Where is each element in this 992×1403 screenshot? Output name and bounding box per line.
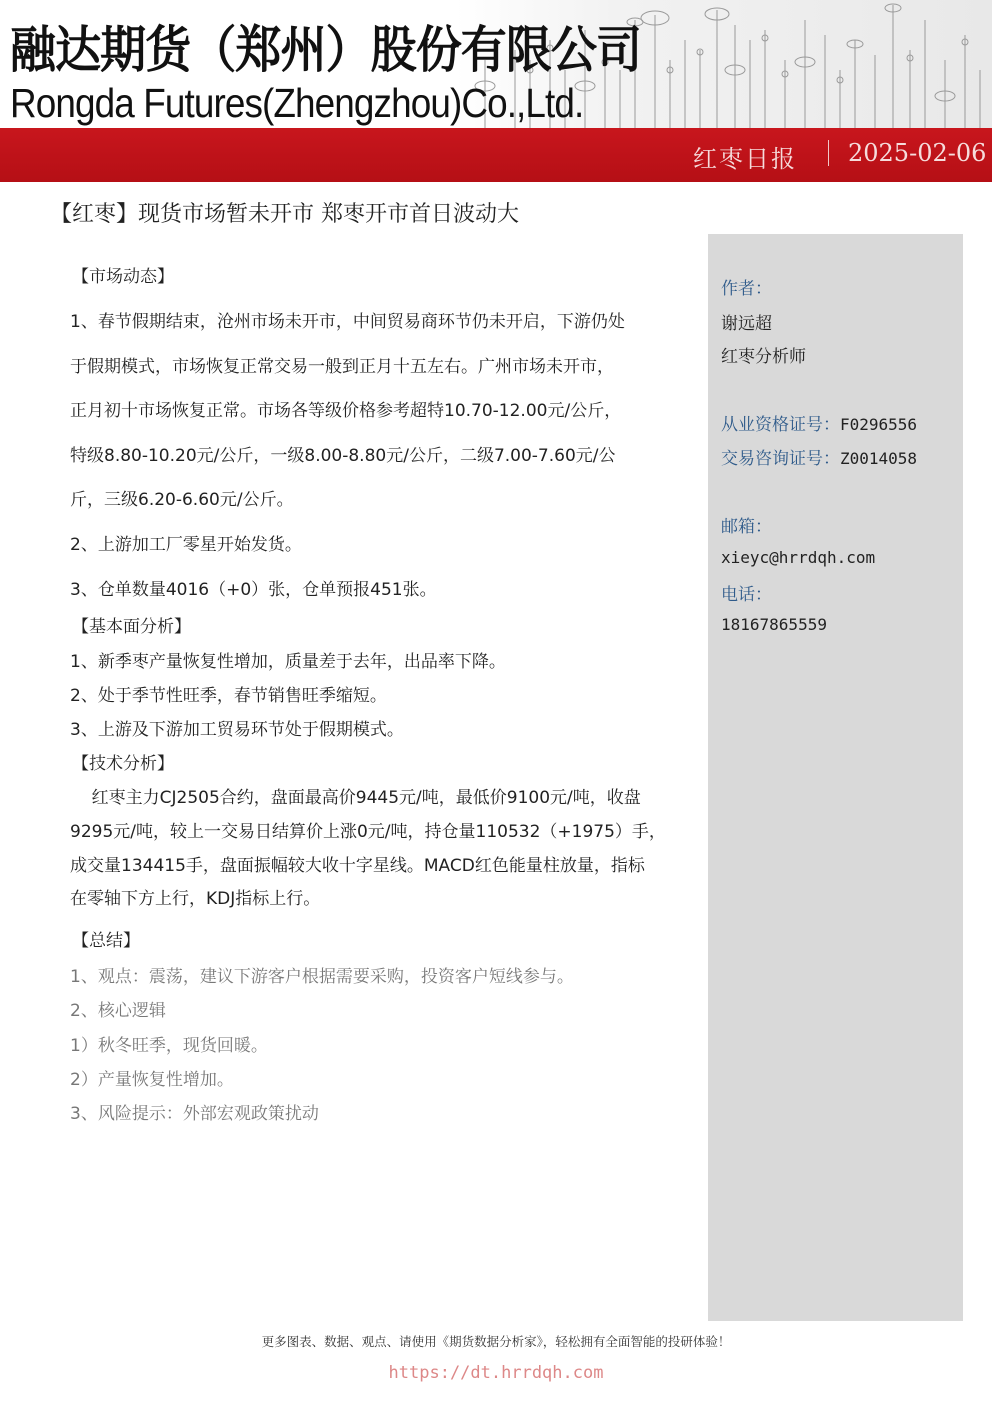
footer-promo: 更多图表、数据、观点、请使用《期货数据分析家》，轻松拥有全面智能的投研体验！	[261, 1334, 731, 1349]
consult-label: 交易咨询证号：	[721, 449, 840, 469]
summary-heading: 【总结】	[72, 931, 140, 951]
technical-line: 9295元/吨，较上一交易日结算价上涨0元/吨，持仓量110532（+1975）手，	[70, 822, 666, 842]
report-date: 2025-02-06	[848, 139, 987, 167]
report-name: 红枣日报	[693, 145, 797, 173]
cert-row	[721, 410, 917, 435]
email-label: 邮箱：	[721, 517, 772, 537]
market-line: 斤，三级6.20-6.60元/公斤。	[70, 490, 294, 510]
fundamental-heading: 【基本面分析】	[72, 617, 191, 637]
market-line: 正月初十市场恢复正常。市场各等级价格参考超特10.70-12.00元/公斤，	[70, 401, 622, 421]
author-name: 谢远超	[721, 314, 772, 334]
phone-label: 电话：	[721, 585, 772, 605]
email-value[interactable]: xieyc@hrrdqh.com	[721, 548, 876, 567]
author-title: 红枣分析师	[721, 347, 806, 367]
header-separator	[828, 140, 829, 166]
company-name-cn: 融达期货（郑州）股份有限公司	[10, 21, 642, 79]
summary-line: 1、观点：震荡，建议下游客户根据需要采购，投资客户短线参与。	[70, 967, 574, 987]
market-line: 于假期模式，市场恢复正常交易一般到正月十五左右。广州市场未开市，	[70, 357, 614, 377]
author-sidebar	[708, 234, 963, 1321]
cert-label: 从业资格证号：	[721, 415, 840, 435]
author-label: 作者：	[721, 279, 772, 299]
consult-row	[721, 444, 917, 469]
fundamental-line: 1、新季枣产量恢复性增加，质量差于去年，出品率下降。	[70, 652, 506, 672]
technical-line: 成交量134415手，盘面振幅较大收十字星线。MACD红色能量柱放量，指标	[70, 856, 645, 876]
consult-value: Z0014058	[840, 449, 918, 468]
summary-line: 2）产量恢复性增加。	[70, 1070, 234, 1090]
report-header	[0, 0, 992, 182]
market-line: 2、上游加工厂零星开始发货。	[70, 535, 302, 555]
technical-line: 在零轴下方上行，KDJ指标上行。	[70, 889, 321, 909]
footer-link[interactable]: https://dt.hrrdqh.com	[388, 1363, 604, 1383]
market-line: 1、春节假期结束，沧州市场未开市，中间贸易商环节仍未开启，下游仍处	[70, 312, 625, 332]
fundamental-line: 3、上游及下游加工贸易环节处于假期模式。	[70, 720, 404, 740]
market-line: 特级8.80-10.20元/公斤，一级8.00-8.80元/公斤，二级7.00-7.60元/公	[70, 446, 616, 466]
market-line: 3、仓单数量4016（+0）张，仓单预报451张。	[70, 580, 437, 600]
phone-value: 18167865559	[721, 615, 827, 634]
summary-line: 2、核心逻辑	[70, 1001, 166, 1021]
summary-line: 1）秋冬旺季，现货回暖。	[70, 1036, 268, 1056]
cert-value: F0296556	[840, 415, 918, 434]
header-red-band	[0, 128, 992, 182]
summary-line: 3、风险提示：外部宏观政策扰动	[70, 1104, 319, 1124]
report-title: 【红枣】现货市场暂未开市 郑枣开市首日波动大	[50, 202, 519, 227]
market-heading: 【市场动态】	[72, 267, 174, 287]
technical-line: 红枣主力CJ2505合约，盘面最高价9445元/吨，最低价9100元/吨，收盘	[70, 788, 641, 808]
technical-heading: 【技术分析】	[72, 754, 174, 774]
company-name-en: Rongda Futures(Zhengzhou)Co.,Ltd.	[10, 80, 584, 126]
fundamental-line: 2、处于季节性旺季，春节销售旺季缩短。	[70, 686, 387, 706]
